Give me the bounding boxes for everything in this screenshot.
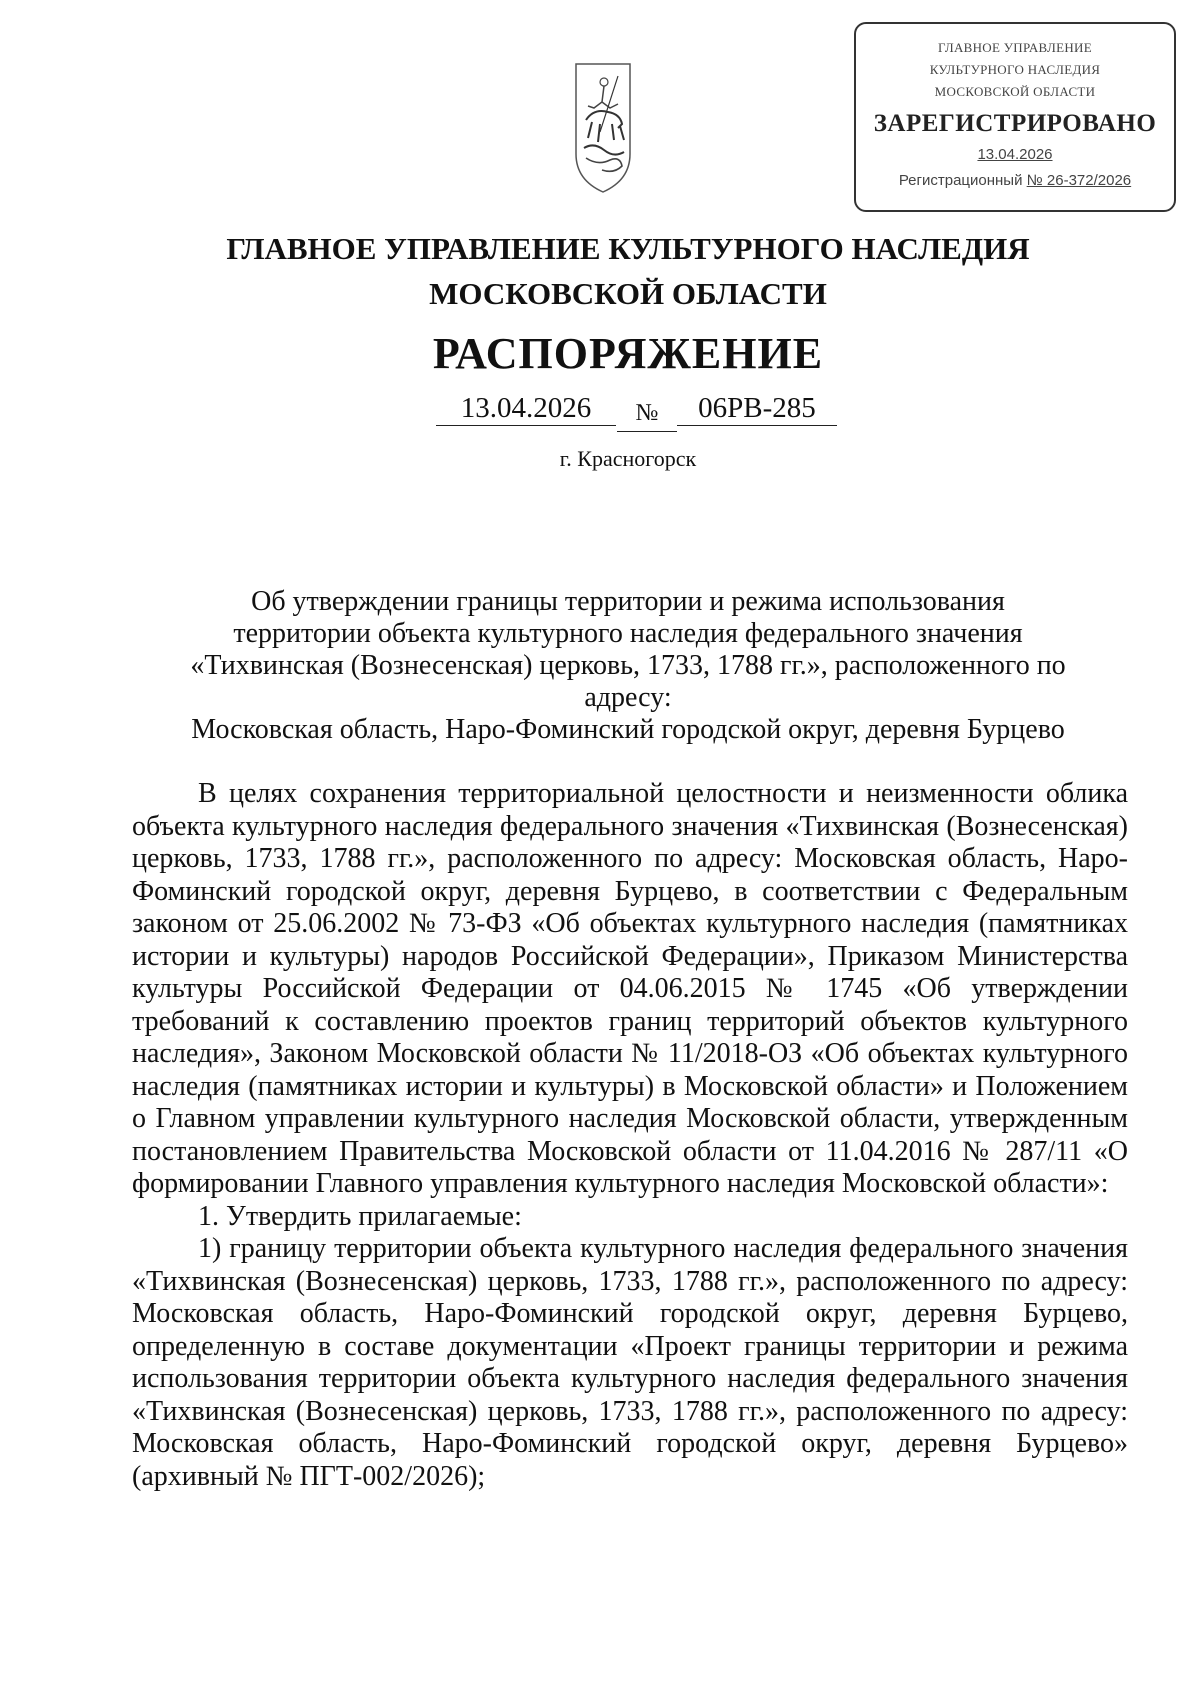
stamp-reg-number: № 26-372/2026 <box>1026 172 1132 189</box>
subject-line: «Тихвинская (Вознесенская) церковь, 1733, 1788 гг.», расположенного по адресу: <box>190 650 1066 713</box>
subject-line: Московская область, Наро-Фоминский городской округ, деревня Бурцево <box>191 714 1065 745</box>
coat-of-arms-emblem <box>574 62 632 194</box>
document-number: 06РВ-285 <box>677 392 837 426</box>
stamp-organization <box>856 36 1174 104</box>
stamp-org-line: ГЛАВНОЕ УПРАВЛЕНИЕ <box>938 40 1092 55</box>
stamp-reg-label: Регистрационный <box>898 172 1023 189</box>
document-body <box>132 778 1128 1493</box>
subject-line: Об утверждении границы территории и режима использования <box>251 586 1005 617</box>
subject-line: территории объекта культурного наследия федерального значения <box>233 618 1023 649</box>
body-paragraph: В целях сохранения территориальной целостности и неизменности облика объекта культурного наследия федерального значения «Тихвинская (Вознесенская) церковь, 1733, 1788 гг.», расположенного по адресу: Московская область, Наро-Фоминский городской округ, деревня Бурцево, в соответствии с Федеральным законом от 25.06.2002 № 73-ФЗ «Об объектах культурного наследия (памятниках истории и культуры) народов Российской Федерации», Приказом Министерства культуры Российской Федерации от 04.06.2015 № 1745 «Об утверждении требований к составлению проектов границ территорий объектов культурного наследия», Законом Московской области № 11/2018-ОЗ «Об объектах культурного наследия (памятниках истории и культуры) в Московской области» и Положением о Главном управлении культурного наследия Московской области, утвержденным постановлением Правительства Московской области от 11.04.2016 № 287/11 «О формировании Главного управления культурного наследия Московской области»: <box>132 778 1128 1199</box>
organization-title-line: ГЛАВНОЕ УПРАВЛЕНИЕ КУЛЬТУРНОГО НАСЛЕДИЯ <box>226 231 1030 266</box>
stamp-registration-number <box>856 172 1174 189</box>
document-date: 13.04.2026 <box>436 392 616 426</box>
stamp-date: 13.04.2026 <box>977 146 1053 163</box>
document-city: г. Красногорск <box>559 446 697 471</box>
document-subject <box>150 586 1106 746</box>
organization-title <box>0 226 1200 316</box>
body-paragraph: 1. Утвердить прилагаемые: <box>198 1200 522 1232</box>
number-sign: № <box>617 400 677 432</box>
stamp-org-line: МОСКОВСКОЙ ОБЛАСТИ <box>934 84 1096 99</box>
body-paragraph: 1) границу территории объекта культурного наследия федерального значения «Тихвинская (Вознесенская) церковь, 1733, 1788 гг.», расположенного по адресу: Московская область, Наро-Фоминский городской округ, деревня Бурцево, определенную в составе документации «Проект границы территории и режима использования территории объекта культурного наследия федерального значения «Тихвинская (Вознесенская) церковь, 1733, 1788 гг.», расположенного по адресу: Московская область, Наро-Фоминский городской округ, деревня Бурцево» (архивный № ПГТ-002/2026); <box>132 1233 1128 1492</box>
document-type: РАСПОРЯЖЕНИЕ <box>432 329 824 378</box>
registration-stamp <box>854 22 1176 212</box>
organization-title-line: МОСКОВСКОЙ ОБЛАСТИ <box>429 276 827 311</box>
stamp-org-line: КУЛЬТУРНОГО НАСЛЕДИЯ <box>929 62 1101 77</box>
stamp-status: ЗАРЕГИСТРИРОВАНО <box>873 110 1157 137</box>
